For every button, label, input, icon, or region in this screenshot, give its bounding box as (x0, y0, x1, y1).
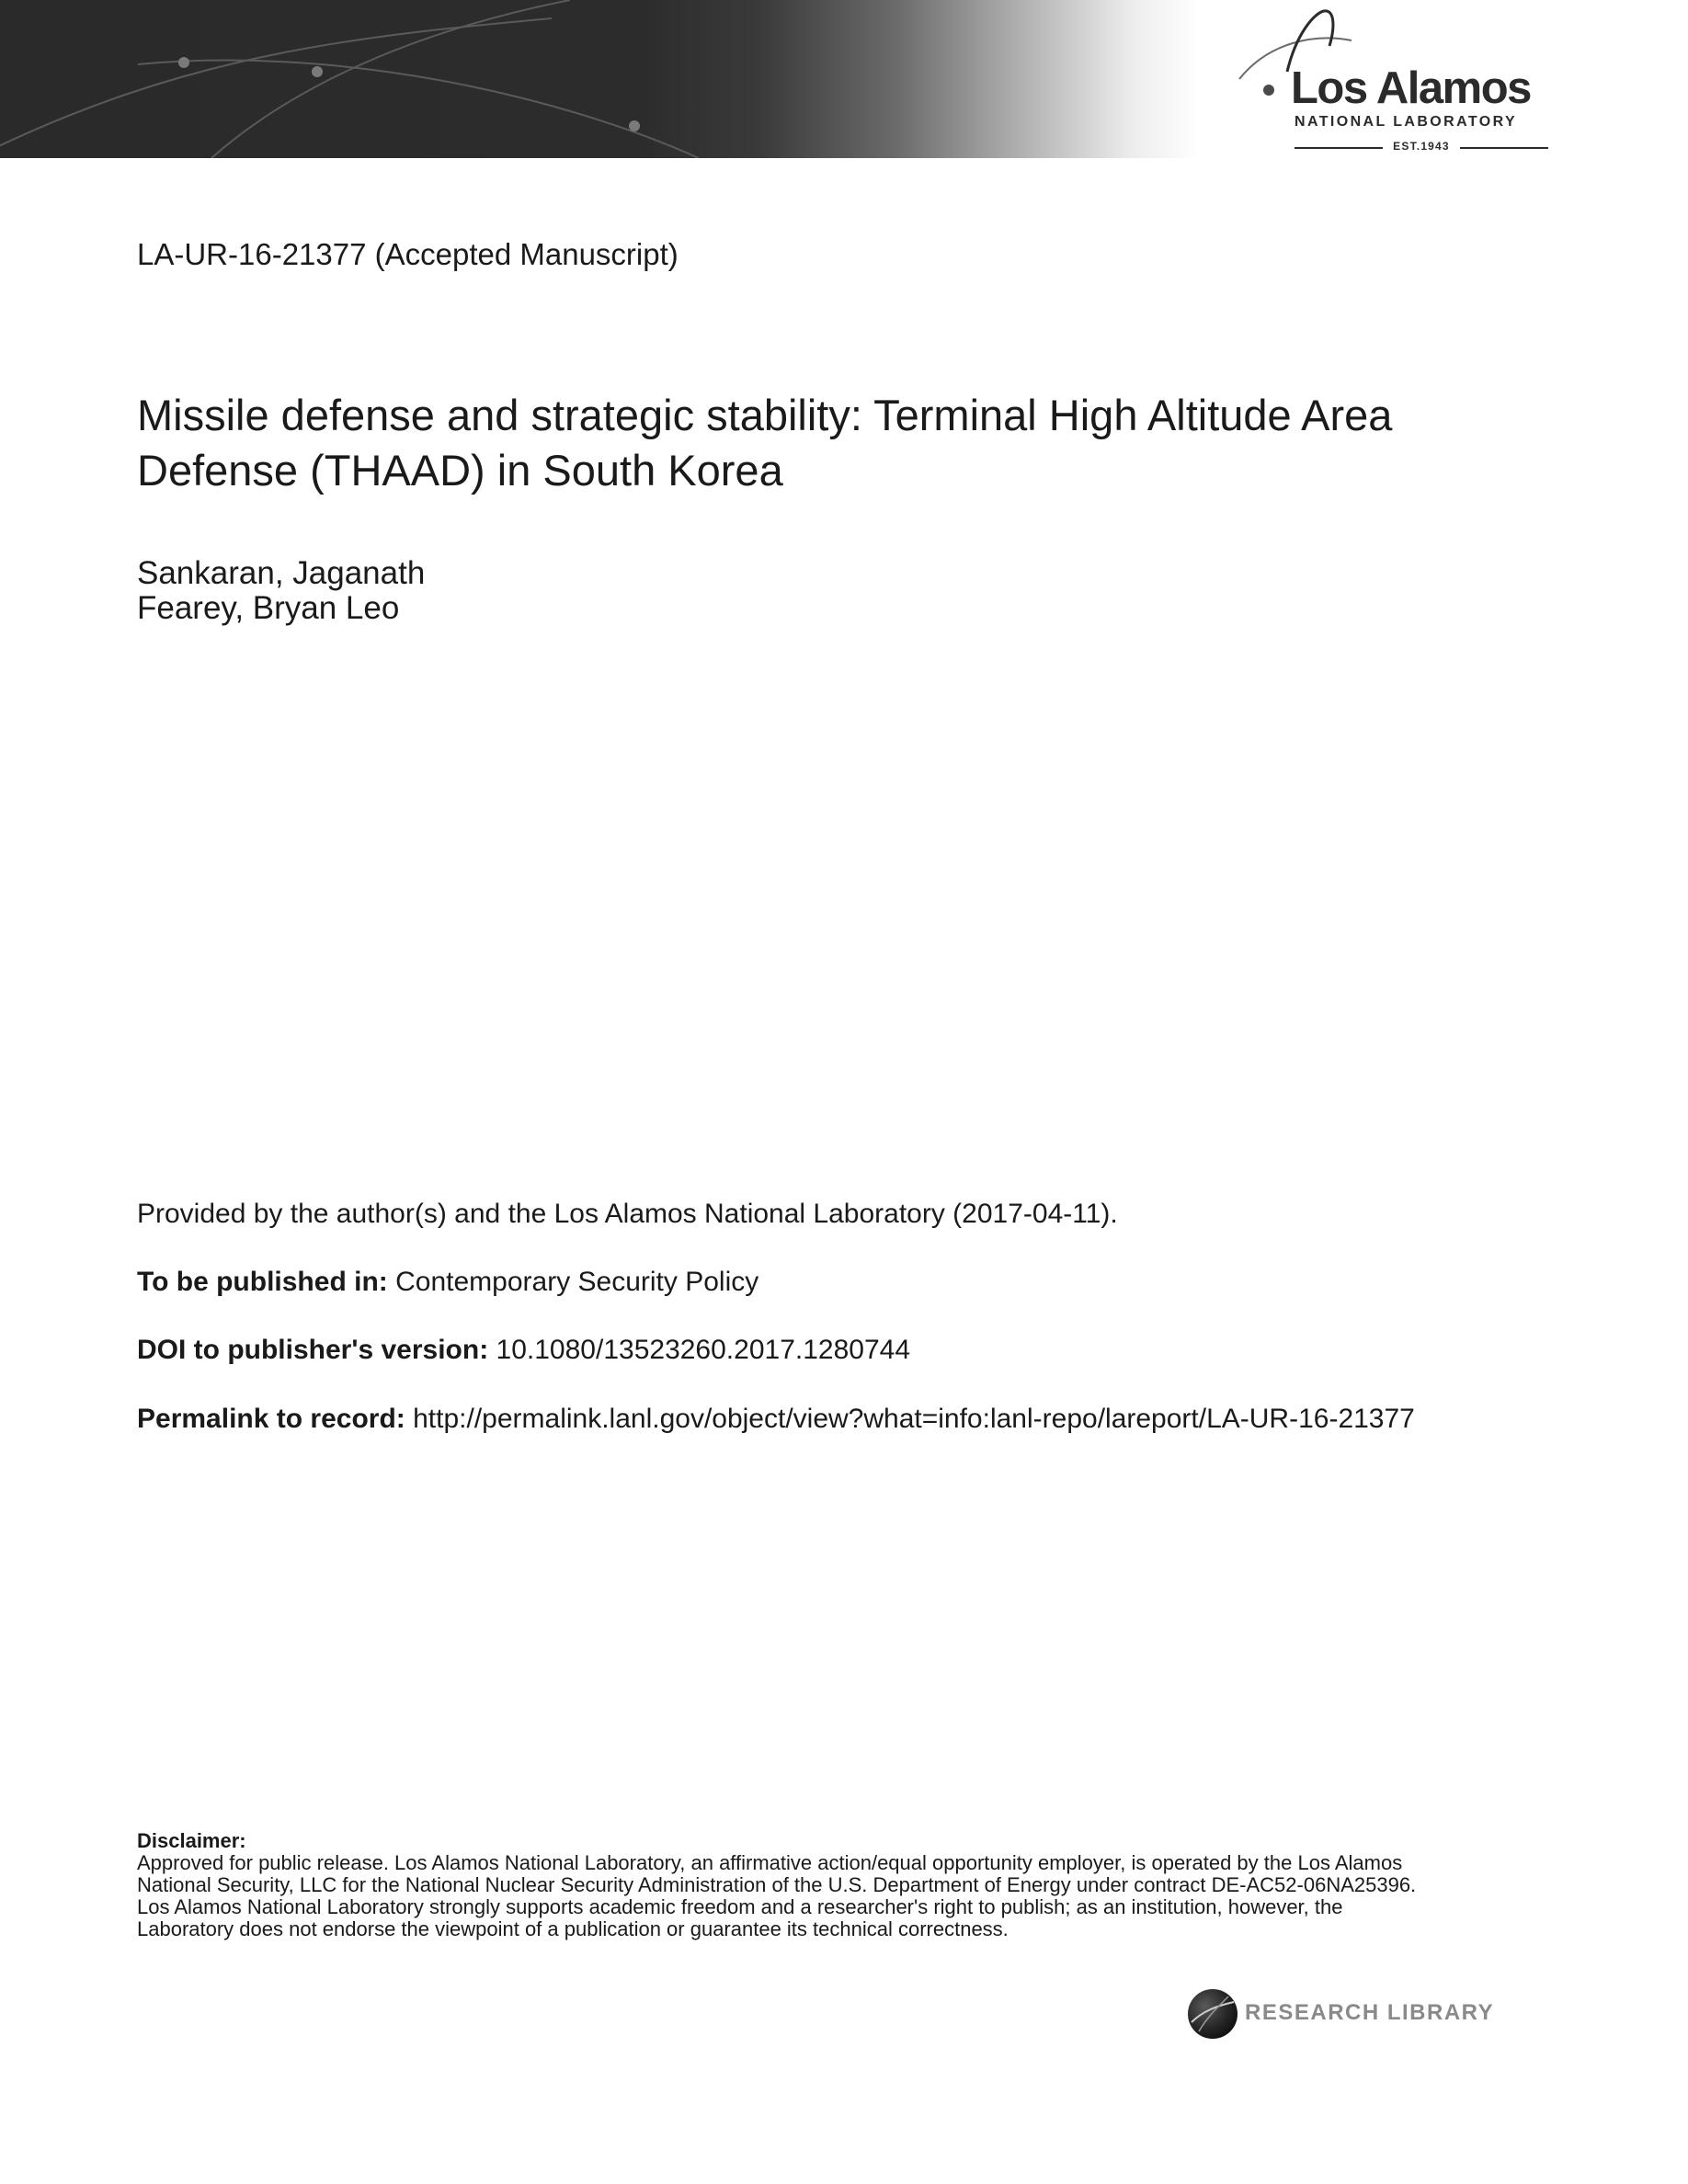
disclaimer-heading: Disclaimer: (137, 1829, 246, 1852)
permalink-label: Permalink to record: (137, 1404, 405, 1434)
author-name: Fearey, Bryan Leo (137, 590, 400, 626)
disclaimer-text-line: Approved for public release. Los Alamos National Laboratory, an affirmative action/equal opportunity employer, is operated by the Los Alamos (137, 1851, 1403, 1874)
los-alamos-logo (1232, 6, 1563, 158)
disclaimer (137, 1830, 1626, 1940)
divider (1460, 147, 1548, 149)
author-name: Sankaran, Jaganath (137, 555, 426, 591)
logo-established-label: EST.1943 (1393, 140, 1450, 153)
permalink-line (137, 1404, 1415, 1435)
author-list (137, 556, 425, 626)
publication-venue-value: Contemporary Security Policy (395, 1267, 759, 1297)
logo-established (1295, 140, 1548, 154)
header-banner (0, 0, 1688, 158)
disclaimer-text-line: National Security, LLC for the National Nuclear Security Administration of the U.S. Department of Energy under contract DE-AC52-06NA25396. (137, 1873, 1417, 1896)
document-title (137, 388, 1571, 498)
research-library-label: RESEARCH LIBRARY (1245, 2000, 1495, 2025)
title-line: Defense (THAAD) in South Korea (137, 446, 783, 495)
disclaimer-text-line: Los Alamos National Laboratory strongly supports academic freedom and a researcher's right to publish; as an institution, however, the (137, 1895, 1343, 1918)
logo-wordmark: Los Alamos (1291, 63, 1531, 113)
title-line: Missile defense and strategic stability: Terminal High Altitude Area (137, 391, 1393, 439)
doi-label: DOI to publisher's version: (137, 1335, 489, 1365)
doi-line (137, 1335, 910, 1366)
research-library-logo (1186, 1984, 1517, 2044)
divider (1295, 147, 1383, 149)
permalink-link[interactable]: http://permalink.lanl.gov/object/view?what=info:lanl-repo/lareport/LA-UR-16-21377 (413, 1404, 1415, 1434)
doi-value[interactable]: 10.1080/13523260.2017.1280744 (496, 1335, 911, 1365)
globe-icon (1186, 1987, 1239, 2041)
publication-venue-label: To be published in: (137, 1267, 388, 1297)
publication-venue (137, 1267, 758, 1298)
report-number: LA-UR-16-21377 (Accepted Manuscript) (137, 237, 679, 271)
disclaimer-text-line: Laboratory does not endorse the viewpoint of a publication or guarantee its technical correctness. (137, 1917, 1009, 1940)
provenance-statement: Provided by the author(s) and the Los Alamos National Laboratory (2017-04-11). (137, 1199, 1118, 1229)
logo-subtitle: NATIONAL LABORATORY (1295, 114, 1518, 130)
